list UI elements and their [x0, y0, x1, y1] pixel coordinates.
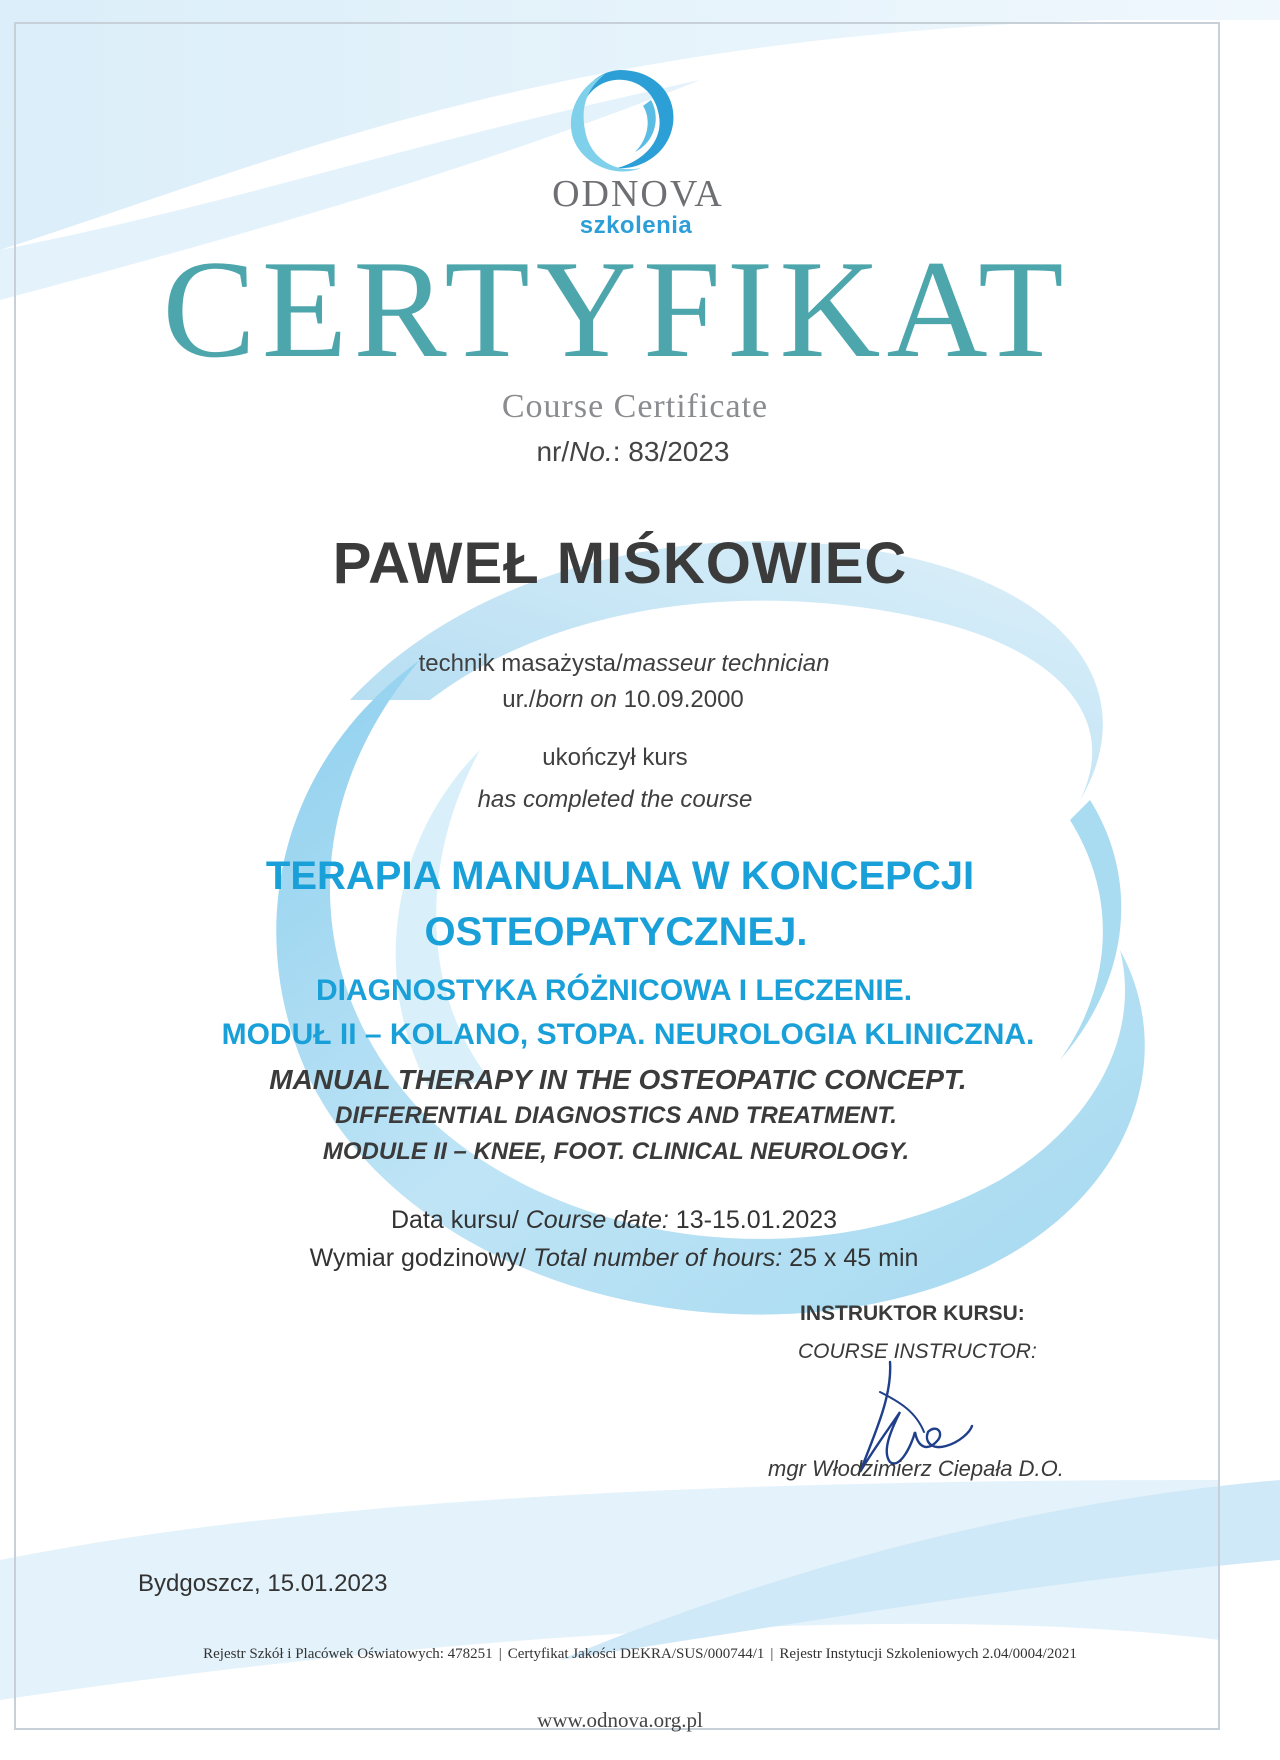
- course-hours: [0, 1244, 1254, 1273]
- registry-separator: |: [498, 1646, 502, 1662]
- completed-en: has completed the course: [477, 786, 753, 813]
- recipient-occupation: [0, 650, 1264, 678]
- course-title-pl-line4: MODUŁ II – KOLANO, STOPA. NEUROLOGIA KLINICZNA.: [221, 1018, 1035, 1051]
- recipient-born: [0, 686, 1263, 714]
- website-link[interactable]: www.odnova.org.pl: [537, 1708, 703, 1732]
- hours-label-pl: Wymiar godzinowy/: [309, 1244, 534, 1272]
- instructor-label-en: COURSE INSTRUCTOR:: [798, 1340, 1037, 1363]
- brand-name: ODNOVA: [552, 173, 724, 215]
- registry-institutions: Rejestr Instytucji Szkoleniowych 2.04/0004/2021: [779, 1646, 1077, 1662]
- course-title-pl-line2: OSTEOPATYCZNEJ.: [424, 910, 808, 954]
- brand-subtitle: szkolenia: [579, 212, 693, 239]
- course-date: [0, 1206, 1254, 1235]
- number-value: : 83/2023: [612, 436, 730, 467]
- recipient-name: PAWEŁ MIŚKOWIEC: [332, 531, 908, 596]
- born-pl: ur./: [502, 686, 536, 713]
- hours-value: 25 x 45 min: [782, 1244, 919, 1272]
- odnova-ring-logo-icon: [555, 60, 685, 180]
- number-label-en: No.: [569, 436, 613, 467]
- registry-line: [0, 1646, 1280, 1663]
- number-prefix: nr/: [536, 436, 570, 467]
- date-value: 13-15.01.2023: [668, 1206, 838, 1234]
- certificate-title: CERTYFIKAT: [162, 232, 1070, 387]
- registry-quality: Certyfikat Jakości DEKRA/SUS/000744/1: [507, 1646, 765, 1662]
- course-title-pl-line3: DIAGNOSTYKA RÓŻNICOWA I LECZENIE.: [315, 974, 913, 1007]
- course-title-en-line1: MANUAL THERAPY IN THE OSTEOPATIC CONCEPT.: [269, 1064, 967, 1095]
- hours-label-en: Total number of hours:: [533, 1244, 783, 1272]
- certificate-subtitle: Course Certificate: [501, 388, 769, 425]
- certificate-number: [0, 436, 1273, 468]
- registry-separator: |: [770, 1646, 774, 1662]
- instructor-label-pl: INSTRUKTOR KURSU:: [800, 1302, 1025, 1325]
- instructor-name: mgr Włodzimierz Ciepała D.O.: [768, 1456, 1064, 1481]
- course-title-en-line2: DIFFERENTIAL DIAGNOSTICS AND TREATMENT.: [335, 1102, 897, 1129]
- born-date: 10.09.2000: [616, 686, 744, 713]
- occupation-en: masseur technician: [622, 650, 830, 677]
- course-title-pl-line1: TERAPIA MANUALNA W KONCEPCJI: [265, 854, 975, 898]
- occupation-pl: technik masażysta/: [418, 650, 623, 677]
- registry-schools: Rejestr Szkół i Placówek Oświatowych: 478251: [203, 1646, 493, 1662]
- course-title-en-line3: MODULE II – KNEE, FOOT. CLINICAL NEUROLOGY.: [322, 1138, 910, 1165]
- date-label-pl: Data kursu/: [390, 1206, 526, 1234]
- date-label-en: Course date:: [525, 1206, 669, 1234]
- born-en: born on: [535, 686, 617, 713]
- completed-pl: ukończył kurs: [542, 744, 688, 771]
- place-and-date: Bydgoszcz, 15.01.2023: [138, 1570, 388, 1597]
